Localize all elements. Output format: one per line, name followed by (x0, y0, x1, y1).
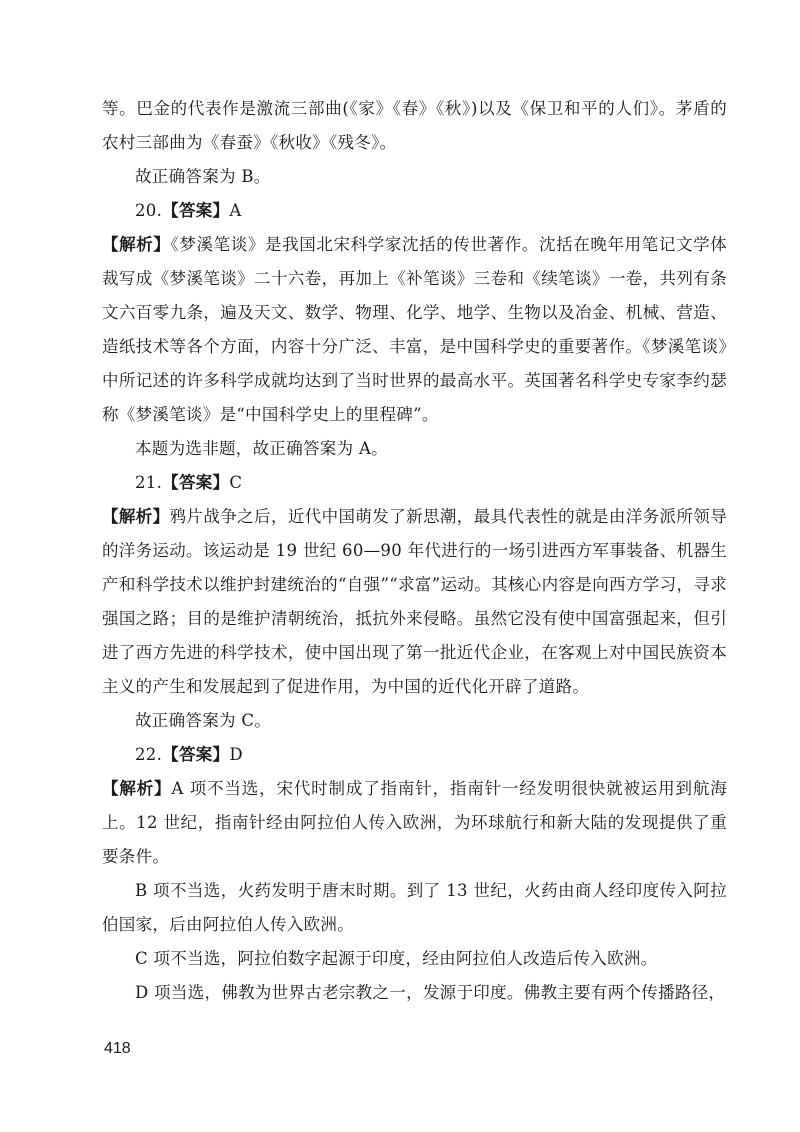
question-22-option-c: C 项不当选，阿拉伯数字起源于印度，经由阿拉伯人改造后传入欧洲。 (135, 949, 658, 968)
question-22-option-d: D 项当选，佛教为世界古老宗教之一，发源于印度。佛教主要有两个传播路径， (135, 983, 726, 1002)
paragraph-authors-trilogies: 等。巴金的代表作是激流三部曲(《家》《春》《秋》)以及《保卫和平的人们》。茅盾的农村三部曲为《春蚕》《秋收》《残冬》。 (102, 99, 727, 152)
analysis-text: 《梦溪笔谈》是我国北宋科学家沈括的传世著作。沈括在晚年用笔记文学体裁写成《梦溪笔谈》二十六卷，再加上《补笔谈》三卷和《续笔谈》一卷，共列有条文六百零九条，遍及天文、数学、物理、化学、地学、生物以及冶金、机械、营造、造纸技术等各个方面，内容十分广泛、丰富，是中国科学史的重要著作。《梦溪笔谈》中所记述的许多科学成就均达到了当时世界的最高水平。英国著名科学史专家李约瑟称《梦溪笔谈》是“中国科学史上的里程碑”。 (102, 235, 727, 424)
analysis-label: 【解析】 (102, 779, 172, 798)
question-20-conclusion: 本题为选非题，故正确答案为 A。 (135, 439, 388, 458)
question-number: 21. (135, 473, 163, 492)
answer-value: C (229, 473, 243, 492)
page-number: 418 (104, 1040, 131, 1057)
answer-label: 【答案】 (162, 201, 230, 220)
answer-value: D (229, 745, 243, 764)
answer-label: 【答案】 (162, 473, 230, 492)
question-20-analysis (102, 228, 727, 432)
question-21-answer-line (102, 466, 727, 500)
question-22-answer-line (102, 738, 727, 772)
question-22-analysis (102, 772, 727, 874)
document-body (102, 92, 727, 1010)
question-number: 20. (135, 201, 163, 220)
analysis-text: A 项不当选，宋代时制成了指南针，指南针一经发明很快就被运用到航海上。12 世纪，指南针经由阿拉伯人传入欧洲，为环球航行和新大陆的发现提供了重要条件。 (102, 779, 728, 866)
answer-value: A (229, 201, 242, 220)
question-22-option-b: B 项不当选，火药发明于唐末时期。到了 13 世纪，火药由商人经印度传入阿拉伯国家，后由阿拉伯人传入欧洲。 (102, 881, 727, 934)
analysis-label: 【解析】 (102, 235, 171, 254)
analysis-text: 鸦片战争之后，近代中国萌发了新思潮，最具代表性的就是由洋务派所领导的洋务运动。该运动是 19 世纪 60—90 年代进行的一场引进西方军事装备、机器生产和科学技术以维护封建统治的“自强”“求富”运动。其核心内容是向西方学习，寻求强国之路；目的是维护清朝统治，抵抗外来侵略。虽然它没有使中国富强起来，但引进了西方先进的科学技术，使中国出现了第一批近代企业，在客观上对中国民族资本主义的产生和发展起到了促进作用，为中国的近代化开辟了道路。 (102, 507, 727, 696)
question-number: 22. (135, 745, 163, 764)
question-21-analysis (102, 500, 727, 704)
analysis-label: 【解析】 (102, 507, 170, 526)
paragraph-answer-19: 故正确答案为 B。 (135, 167, 271, 186)
question-21-conclusion: 故正确答案为 C。 (135, 711, 272, 730)
question-20-answer-line (102, 194, 727, 228)
answer-label: 【答案】 (162, 745, 230, 764)
